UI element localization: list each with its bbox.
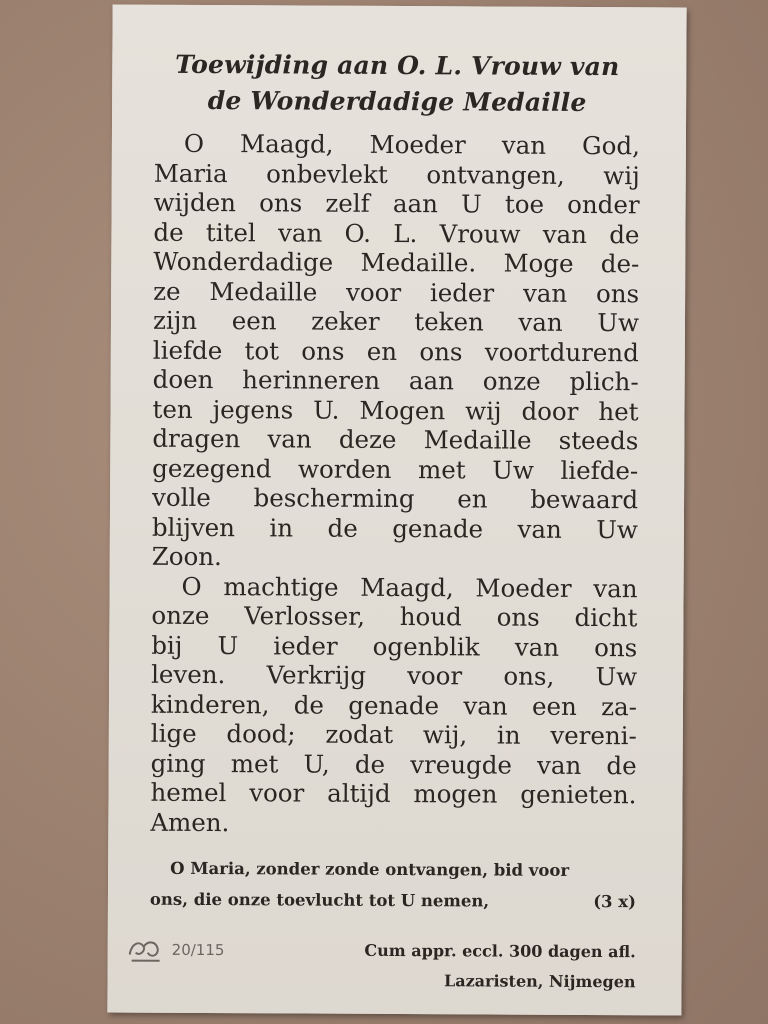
text-line: liefde tot ons en ons voortdurend [152, 335, 639, 367]
text-line: hemel voor altijd mogen genieten. [150, 777, 637, 810]
text-line: Zoon. [151, 541, 222, 572]
text-line: dragen van deze Medaille steeds [152, 423, 639, 456]
printer-logo-icon [126, 935, 166, 965]
text-line: bij U ieder ogenblik van ons [151, 630, 638, 662]
text-line: Wonderdadige Medaille. Moge de- [153, 246, 640, 279]
card-title [154, 47, 640, 122]
invocation-line-2: ons, die onze toevlucht tot U nemen, [149, 889, 490, 911]
footer-row-2 [125, 965, 635, 998]
text-line: Maria onbevlekt ontvangen, wij [153, 158, 640, 190]
prayer-card [107, 5, 686, 1016]
text-line: kinderen, de genade van een za- [150, 689, 638, 721]
text-line: gezegend worden met Uw liefde- [152, 453, 639, 485]
print-number: 20/115 [171, 940, 225, 960]
publisher-text: Lazaristen, Nijmegen [443, 971, 636, 992]
prayer-paragraph-2 [150, 571, 637, 839]
text-line: Amen. [150, 807, 230, 837]
printer-mark [126, 935, 225, 966]
text-line: lige dood; zodat wij, in vereni- [150, 718, 637, 751]
text-line: volle bescherming en bewaard [151, 482, 639, 515]
footer-row-1 [126, 935, 636, 968]
prayer-paragraph-1 [152, 129, 640, 574]
text-line: doen herinneren aan onze plich- [152, 364, 639, 397]
text-line: zijn een zeker teken van Uw [152, 305, 640, 338]
text-line: O machtige Maagd, Moeder van [181, 571, 638, 603]
prayer-body [150, 129, 640, 840]
text-line: onze Verlosser, houd ons dicht [151, 600, 638, 633]
title-line-2: de Wonderdadige Medaille [207, 86, 587, 117]
text-line: ging met U, de vreugde van de [150, 748, 637, 780]
card-footer [125, 935, 635, 998]
approval-text: Cum appr. eccl. 300 dagen afl. [364, 940, 636, 962]
invocation [150, 853, 636, 918]
text-line: de titel van O. L. Vrouw van de [153, 217, 640, 249]
title-line-1: Toewijding aan O. L. Vrouw van [175, 49, 620, 82]
text-line: O Maagd, Moeder van God, [183, 128, 640, 161]
text-line: blijven in de genade van Uw [151, 512, 638, 544]
text-line: wijden ons zelf aan U toe onder [153, 187, 640, 220]
text-line: leven. Verkrijg voor ons, Uw [151, 659, 638, 692]
repeat-count: (3 x) [593, 892, 637, 912]
text-line: ze Medaille voor ieder van ons [153, 276, 640, 308]
invocation-line-2-row [150, 884, 636, 918]
text-line: ten jegens U. Mogen wij door het [152, 394, 639, 426]
invocation-line-1: O Maria, zonder zonde ontvangen, bid voor [170, 858, 570, 880]
